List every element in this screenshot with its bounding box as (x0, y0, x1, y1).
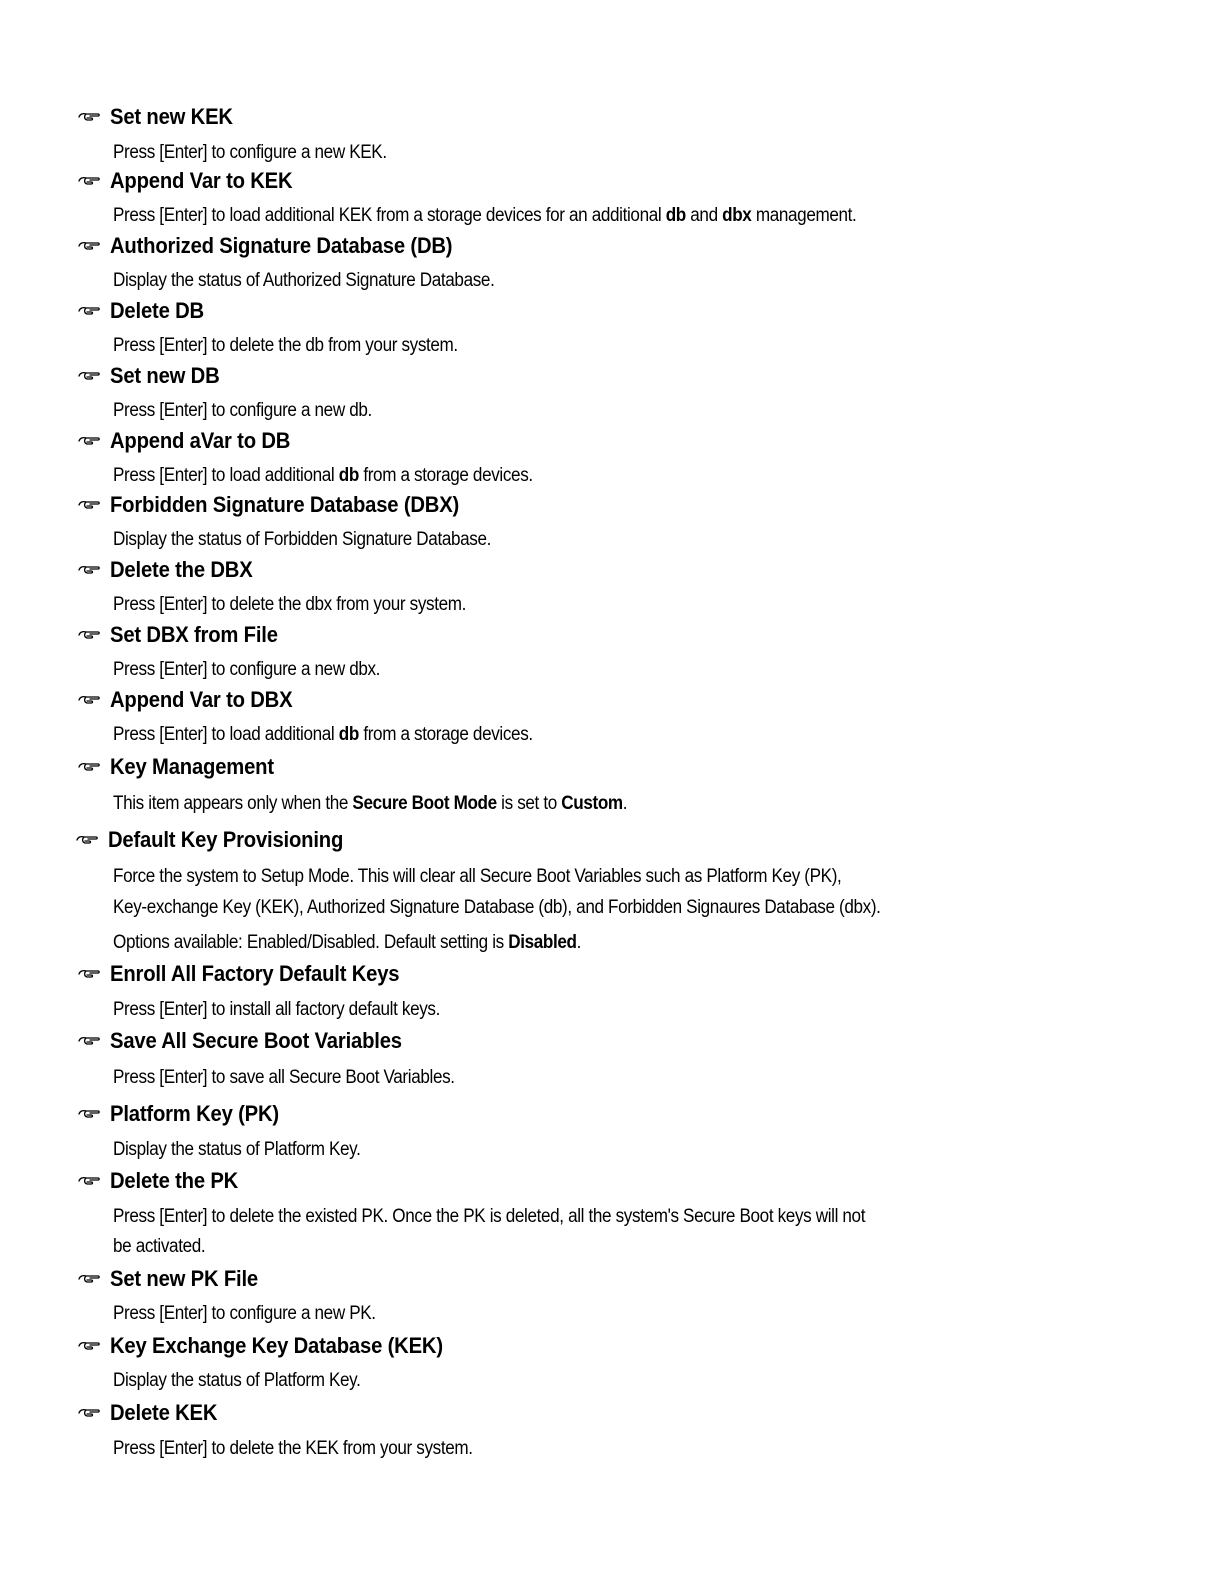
menu-item-description (113, 927, 887, 958)
pointing-hand-icon (78, 1175, 100, 1187)
menu-item-title: Set new KEK (110, 104, 233, 129)
description-text: Press [Enter] to configure a new PK. (113, 1303, 376, 1324)
menu-item-heading (78, 1399, 227, 1427)
menu-item-title: Delete the PK (110, 1168, 239, 1193)
menu-item-title: Delete KEK (110, 1400, 218, 1425)
pointing-hand-icon (78, 435, 100, 447)
menu-item-description (113, 1365, 887, 1396)
menu-item-title: Save All Secure Boot Variables (110, 1028, 402, 1053)
menu-item-description (113, 788, 887, 819)
pointing-hand-icon (78, 1407, 100, 1419)
description-text: . (622, 793, 628, 814)
pointing-hand-icon (78, 629, 100, 641)
description-text: Press [Enter] to install all factory default keys. (113, 999, 441, 1020)
menu-item-description (113, 719, 887, 750)
menu-item-heading (78, 621, 292, 649)
menu-item-description (113, 1433, 887, 1464)
pointing-hand-icon (78, 761, 100, 773)
menu-item-title: Append Var to KEK (110, 168, 293, 193)
pointing-hand-icon (78, 175, 100, 187)
menu-item-title: Authorized Signature Database (DB) (110, 233, 453, 258)
menu-item-description (113, 861, 887, 892)
menu-item-description (113, 137, 887, 168)
menu-item-description (113, 460, 887, 491)
menu-item-description (113, 1231, 887, 1262)
description-text: Display the status of Platform Key. (113, 1139, 361, 1160)
menu-item-description (113, 265, 887, 296)
menu-item-title: Append Var to DBX (110, 687, 293, 712)
menu-item-title: Set new DB (110, 363, 220, 388)
menu-item-heading (78, 1332, 472, 1360)
description-text: Press [Enter] to configure a new db. (113, 400, 372, 421)
pointing-hand-icon (78, 694, 100, 706)
menu-item-description (113, 1201, 887, 1232)
description-text: Press [Enter] to load additional (113, 465, 339, 486)
menu-item-title: Default Key Provisioning (108, 827, 344, 852)
menu-item-heading (78, 753, 288, 781)
menu-item-title: Append aVar to DB (110, 428, 291, 453)
pointing-hand-icon (78, 564, 100, 576)
description-text: management. (751, 205, 857, 226)
emphasized-term: db (338, 465, 359, 486)
description-text: . (576, 932, 582, 953)
menu-item-title: Key Exchange Key Database (KEK) (110, 1333, 443, 1358)
menu-item-heading (78, 491, 489, 519)
menu-item-description (113, 524, 887, 555)
menu-item-heading (78, 427, 306, 455)
menu-item-title: Forbidden Signature Database (DBX) (110, 492, 460, 517)
description-text: Press [Enter] to configure a new KEK. (113, 142, 387, 163)
menu-item-title: Enroll All Factory Default Keys (110, 961, 400, 986)
pointing-hand-icon (78, 499, 100, 511)
menu-item-description (113, 1134, 887, 1165)
pointing-hand-icon (78, 240, 100, 252)
menu-item-heading (78, 232, 482, 260)
menu-item-heading (76, 826, 364, 854)
emphasized-term: Disabled (508, 932, 577, 953)
description-text: Display the status of Forbidden Signature Database. (113, 529, 492, 550)
menu-item-heading (78, 686, 308, 714)
menu-item-description (113, 892, 887, 923)
description-text: from a storage devices. (358, 724, 533, 745)
menu-item-heading (78, 362, 229, 390)
description-text: Press [Enter] to load additional KEK from a storage devices for an additional (113, 205, 666, 226)
emphasized-term: db (338, 724, 359, 745)
menu-item-heading (78, 960, 425, 988)
description-text: and (685, 205, 723, 226)
menu-item-title: Delete DB (110, 298, 204, 323)
menu-item-description (113, 200, 887, 231)
description-text: Display the status of Authorized Signature Database. (113, 270, 495, 291)
menu-item-description (113, 994, 887, 1025)
menu-item-description (113, 330, 887, 361)
description-text: Press [Enter] to delete the db from your system. (113, 335, 458, 356)
pointing-hand-icon (76, 834, 98, 846)
description-text: Press [Enter] to configure a new dbx. (113, 659, 381, 680)
menu-item-title: Set DBX from File (110, 622, 278, 647)
menu-item-heading (78, 556, 265, 584)
emphasized-term: db (665, 205, 686, 226)
description-text: Press [Enter] to load additional (113, 724, 339, 745)
menu-item-title: Platform Key (PK) (110, 1101, 279, 1126)
menu-item-heading (78, 167, 308, 195)
menu-item-description (113, 1298, 887, 1329)
emphasized-term: Custom (561, 793, 623, 814)
menu-item-title: Set new PK File (110, 1266, 258, 1291)
description-text: from a storage devices. (358, 465, 533, 486)
pointing-hand-icon (78, 1273, 100, 1285)
description-text: be activated. (113, 1236, 206, 1257)
menu-item-heading (78, 1265, 271, 1293)
menu-item-description (113, 654, 887, 685)
description-text: Press [Enter] to delete the dbx from your system. (113, 594, 467, 615)
pointing-hand-icon (78, 305, 100, 317)
pointing-hand-icon (78, 1035, 100, 1047)
description-text: Options available: Enabled/Disabled. Default setting is (113, 932, 509, 953)
menu-item-description (113, 1062, 887, 1093)
menu-item-description (113, 589, 887, 620)
description-text: Press [Enter] to delete the existed PK. Once the PK is deleted, all the system's Secure Boot keys will not (113, 1206, 866, 1227)
pointing-hand-icon (78, 968, 100, 980)
menu-item-heading (78, 103, 244, 131)
menu-item-heading (78, 1027, 427, 1055)
description-text: Press [Enter] to save all Secure Boot Variables. (113, 1067, 455, 1088)
description-text: Key-exchange Key (KEK), Authorized Signature Database (db), and Forbidden Signaures Database (dbx). (113, 897, 881, 918)
emphasized-term: dbx (722, 205, 752, 226)
menu-item-heading (78, 297, 212, 325)
description-text: Press [Enter] to delete the KEK from your system. (113, 1438, 473, 1459)
menu-item-heading (78, 1100, 294, 1128)
emphasized-term: Secure Boot Mode (352, 793, 497, 814)
menu-item-title: Delete the DBX (110, 557, 253, 582)
menu-item-description (113, 395, 887, 426)
description-text: Force the system to Setup Mode. This will clear all Secure Boot Variables such as Platform Key (PK), (113, 866, 842, 887)
pointing-hand-icon (78, 1108, 100, 1120)
pointing-hand-icon (78, 1340, 100, 1352)
menu-item-title: Key Management (110, 754, 274, 779)
description-text: Display the status of Platform Key. (113, 1370, 361, 1391)
description-text: This item appears only when the (113, 793, 353, 814)
pointing-hand-icon (78, 370, 100, 382)
menu-item-heading (78, 1167, 249, 1195)
pointing-hand-icon (78, 111, 100, 123)
description-text: is set to (496, 793, 562, 814)
